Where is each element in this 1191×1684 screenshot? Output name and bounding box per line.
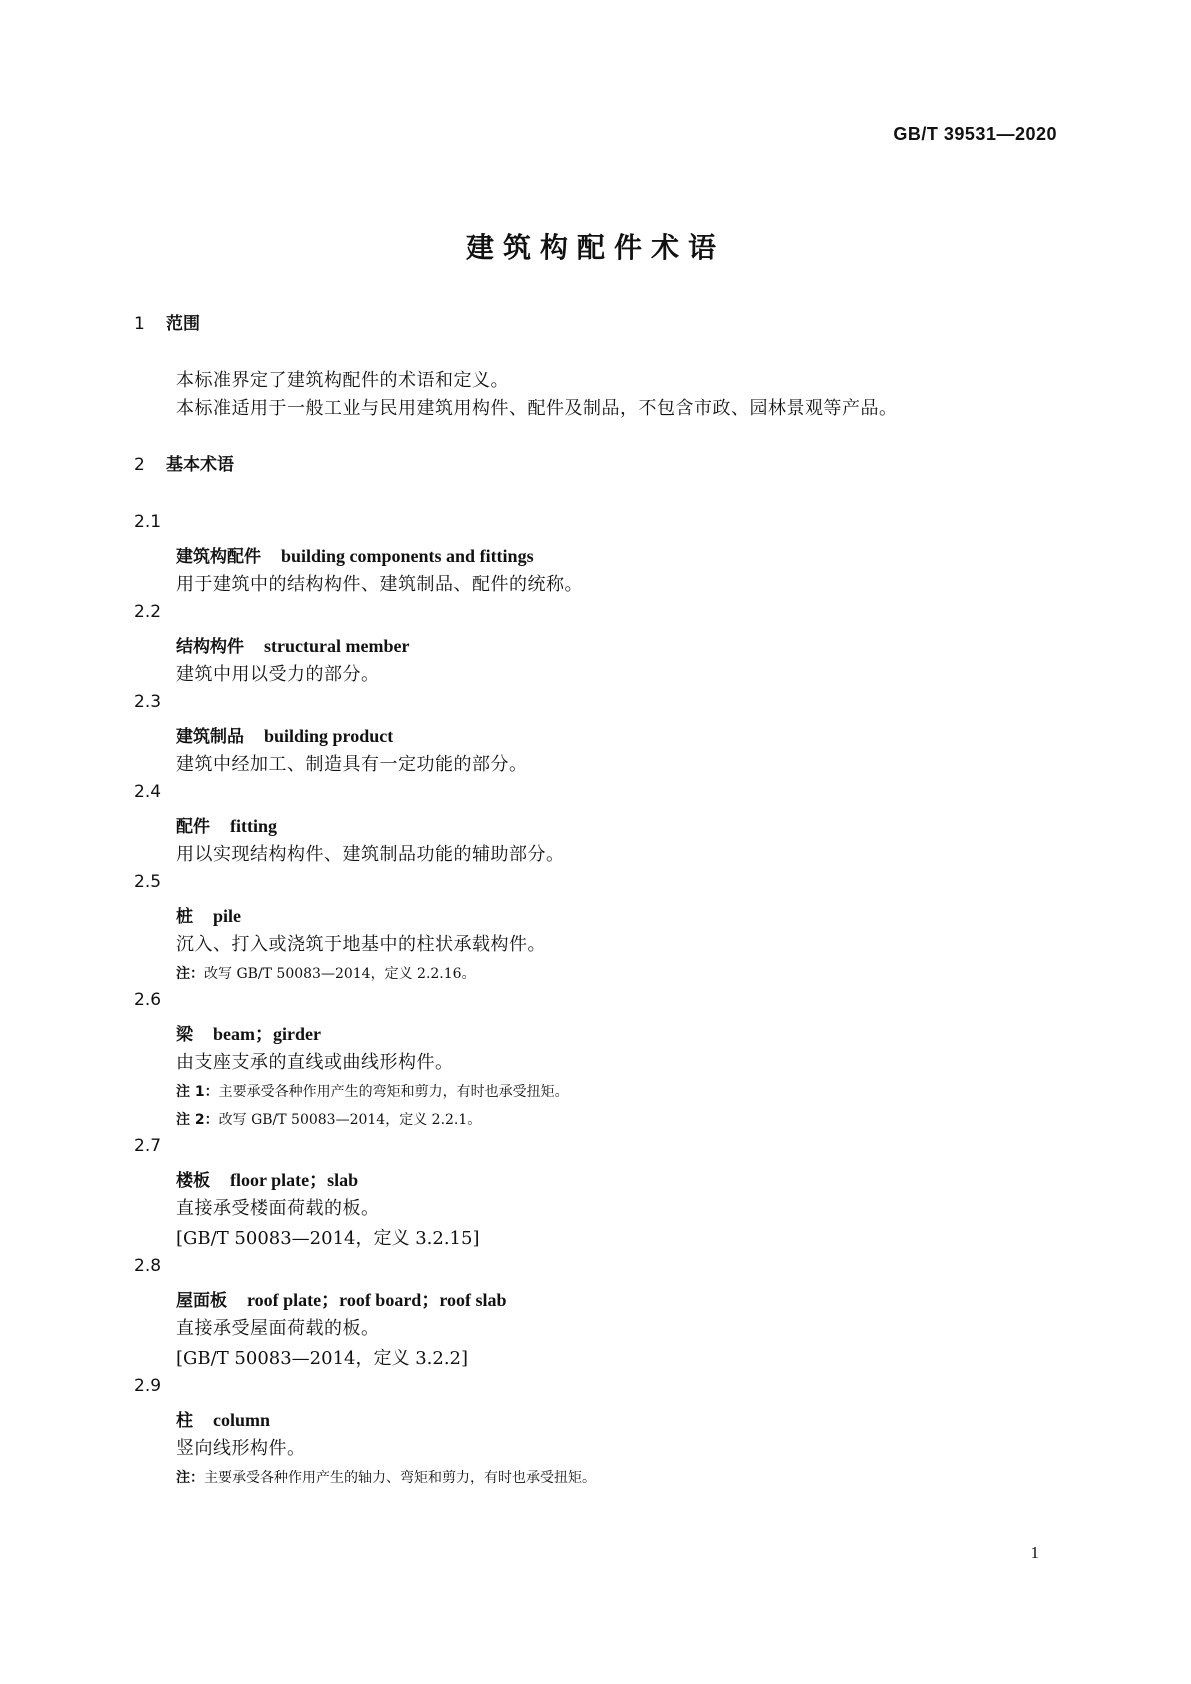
section-title: 范围 (166, 314, 200, 334)
scope-paragraph-1: 本标准界定了建筑构配件的术语和定义。 (176, 370, 509, 391)
term-definition: 建筑中经加工、制造具有一定功能的部分。 (176, 754, 528, 775)
section-1-heading (134, 309, 200, 334)
term-chinese: 结构构件 (176, 637, 244, 657)
entry-number: 2.6 (134, 990, 162, 1010)
entry-number: 2.7 (134, 1136, 162, 1156)
term-english: floor plate；slab (230, 1170, 359, 1190)
note-text: 主要承受各种作用产生的轴力、弯矩和剪力，有时也承受扭矩。 (204, 1470, 596, 1486)
entry-term (176, 812, 1064, 840)
term-english: fitting (230, 816, 277, 836)
scope-paragraph-2: 本标准适用于一般工业与民用建筑用构件、配件及制品，不包含市政、园林景观等产品。 (176, 398, 898, 419)
term-chinese: 配件 (176, 817, 210, 837)
term-chinese: 梁 (176, 1025, 193, 1045)
term-entry (134, 1374, 1064, 1492)
term-entry (134, 690, 1064, 780)
term-chinese: 桩 (176, 907, 193, 927)
entry-term (176, 722, 1064, 750)
entry-term (176, 1166, 1064, 1194)
note-text: 主要承受各种作用产生的弯矩和剪力，有时也承受扭矩。 (218, 1084, 569, 1100)
term-note (176, 1464, 1064, 1492)
term-english: pile (213, 906, 242, 926)
term-definition: 竖向线形构件。 (176, 1438, 306, 1459)
note-label: 注 1： (176, 1084, 219, 1100)
term-english: column (213, 1410, 271, 1430)
term-entry (134, 870, 1064, 988)
note-label: 注： (176, 966, 204, 982)
term-chinese: 柱 (176, 1411, 193, 1431)
entry-term (176, 542, 1064, 570)
term-definition: 用于建筑中的结构构件、建筑制品、配件的统称。 (176, 574, 583, 595)
term-english: roof plate；roof board；roof slab (247, 1290, 507, 1310)
note-label: 注 2： (176, 1112, 219, 1128)
entry-term (176, 1406, 1064, 1434)
entry-number: 2.8 (134, 1256, 162, 1276)
section-title: 基本术语 (166, 455, 234, 475)
term-definition: 建筑中用以受力的部分。 (176, 664, 380, 685)
entry-number: 2.2 (134, 602, 162, 622)
term-entry (134, 988, 1064, 1134)
term-note (176, 960, 1064, 988)
term-definition: 沉入、打入或浇筑于地基中的柱状承载构件。 (176, 934, 546, 955)
term-definition: 直接承受屋面荷载的板。 (176, 1318, 380, 1339)
entry-term (176, 902, 1064, 930)
term-note (176, 1078, 1064, 1106)
term-entry (134, 600, 1064, 690)
entry-number: 2.3 (134, 692, 162, 712)
standard-code: GB/T 39531—2020 (893, 124, 1057, 144)
section-2-heading (134, 450, 234, 475)
entry-term (176, 1286, 1064, 1314)
entry-number: 2.9 (134, 1376, 162, 1396)
term-entry (134, 1254, 1064, 1374)
note-label: 注： (176, 1470, 204, 1486)
term-chinese: 楼板 (176, 1171, 210, 1191)
note-text: 改写 GB/T 50083—2014，定义 2.2.16。 (204, 966, 476, 982)
term-note (176, 1106, 1064, 1134)
page-number: 1 (1030, 1543, 1039, 1562)
entry-number: 2.5 (134, 872, 162, 892)
section-number: 2 (134, 455, 145, 475)
entry-number: 2.4 (134, 782, 162, 802)
term-entry (134, 1134, 1064, 1254)
term-definition: 直接承受楼面荷载的板。 (176, 1198, 380, 1219)
entry-term (176, 1020, 1064, 1048)
term-definition: 用以实现结构构件、建筑制品功能的辅助部分。 (176, 844, 565, 865)
document-title: 建筑构配件术语 (465, 231, 725, 264)
term-english: building components and fittings (281, 546, 534, 566)
entry-term (176, 632, 1064, 660)
term-english: structural member (264, 636, 410, 656)
entry-number: 2.1 (134, 512, 162, 532)
term-entry (134, 780, 1064, 870)
section-number: 1 (134, 314, 145, 334)
term-entry (134, 510, 1064, 600)
term-english: building product (264, 726, 394, 746)
term-english: beam；girder (213, 1024, 321, 1044)
term-chinese: 屋面板 (176, 1291, 227, 1311)
term-source: [GB/T 50083—2014，定义 3.2.2] (176, 1348, 469, 1369)
term-definition: 由支座支承的直线或曲线形构件。 (176, 1052, 454, 1073)
term-source: [GB/T 50083—2014，定义 3.2.15] (176, 1228, 480, 1249)
term-chinese: 建筑制品 (176, 727, 244, 747)
term-chinese: 建筑构配件 (176, 547, 261, 567)
term-entries (134, 512, 1064, 1492)
note-text: 改写 GB/T 50083—2014，定义 2.2.1。 (218, 1112, 482, 1128)
